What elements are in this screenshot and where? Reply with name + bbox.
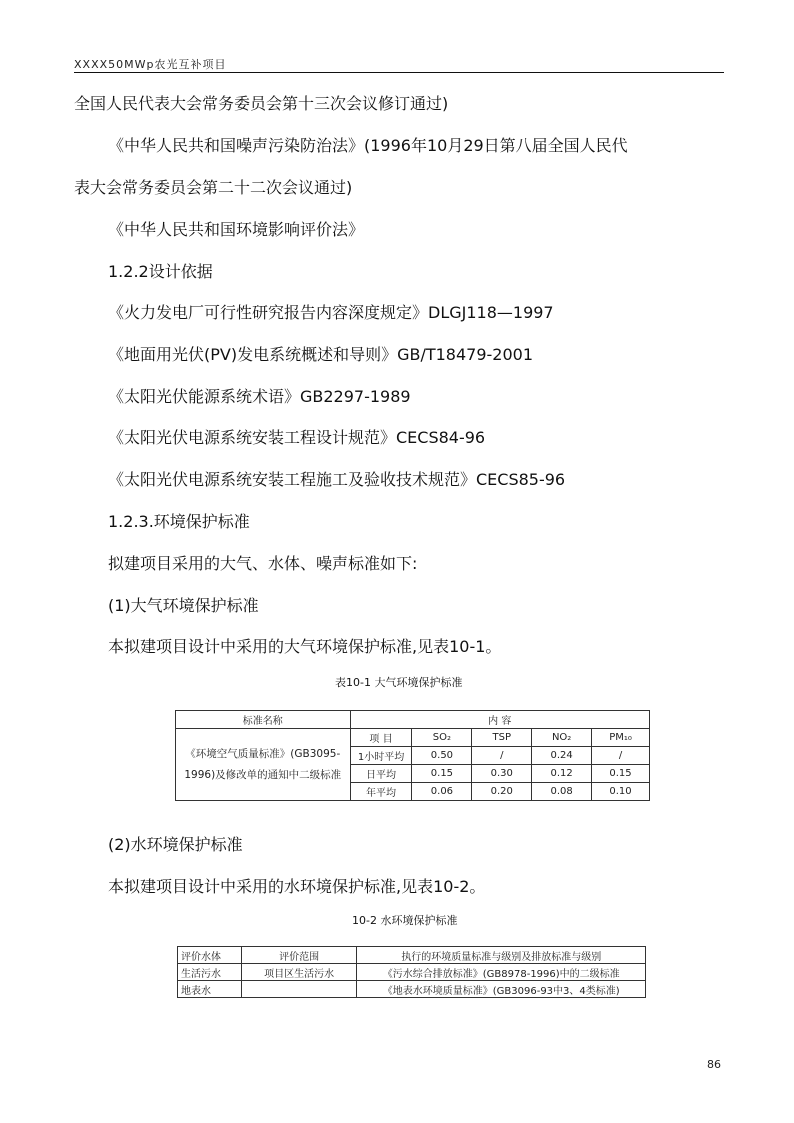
table-cell: /	[592, 747, 650, 765]
air-standard-table	[175, 710, 650, 801]
table-cell: 0.24	[532, 747, 592, 765]
reference-item: 《太阳光伏电源系统安装工程设计规范》CECS84-96	[108, 428, 486, 447]
subsection-heading: (2)水环境保护标准	[108, 835, 243, 854]
table-cell: 0.20	[472, 783, 532, 801]
water-standard-table	[177, 946, 646, 998]
subsection-heading: (1)大气环境保护标准	[108, 596, 259, 615]
table-header-cell: 内 容	[350, 711, 649, 729]
table-header-cell: 评价水体	[178, 947, 242, 964]
table-row	[176, 711, 650, 729]
reference-item: 《火力发电厂可行性研究报告内容深度规定》DLGJ118—1997	[108, 303, 554, 322]
reference-item: 《地面用光伏(PV)发电系统概述和导则》GB/T18479-2001	[108, 345, 534, 364]
table-cell: 《污水综合排放标准》(GB8978-1996)中的二级标准	[357, 964, 646, 981]
table-cell	[241, 981, 357, 998]
table-cell: 项 目	[350, 729, 412, 747]
table-cell: 0.50	[412, 747, 472, 765]
text-line: 表大会常务委员会第二十二次会议通过)	[74, 178, 353, 197]
header-rule	[74, 72, 724, 73]
table-row	[178, 981, 646, 998]
table-cell: 0.15	[592, 765, 650, 783]
table-cell: /	[472, 747, 532, 765]
standard-name-cell: 《环境空气质量标准》(GB3095-1996)及修改单的通知中二级标准	[176, 729, 351, 801]
table2-caption: 10-2 水环境保护标准	[352, 914, 458, 927]
table-cell: SO₂	[412, 729, 472, 747]
table-header-cell: 评价范围	[241, 947, 357, 964]
table-row	[178, 947, 646, 964]
text-line: 全国人民代表大会常务委员会第十三次会议修订通过)	[74, 94, 449, 113]
table-row	[176, 729, 650, 747]
reference-item: 《太阳光伏电源系统安装工程施工及验收技术规范》CECS85-96	[108, 470, 566, 489]
table-cell: 地表水	[178, 981, 242, 998]
table-header-cell: 标准名称	[176, 711, 351, 729]
table-cell: 年平均	[350, 783, 412, 801]
text-line: 本拟建项目设计中采用的水环境保护标准,见表10-2。	[108, 877, 486, 896]
table-cell: 0.30	[472, 765, 532, 783]
text-line: 拟建项目采用的大气、水体、噪声标准如下:	[108, 554, 418, 573]
table-row	[178, 964, 646, 981]
running-header: XXXX50MWp农光互补项目	[74, 58, 227, 71]
page-number: 86	[707, 1058, 721, 1071]
table-cell: 0.10	[592, 783, 650, 801]
table-cell: 生活污水	[178, 964, 242, 981]
table-cell: TSP	[472, 729, 532, 747]
text-line: 《中华人民共和国噪声污染防治法》(1996年10月29日第八届全国人民代	[108, 136, 628, 155]
reference-item: 《太阳光伏能源系统术语》GB2297-1989	[108, 387, 411, 406]
table-cell: 0.15	[412, 765, 472, 783]
text-line: 本拟建项目设计中采用的大气环境保护标准,见表10-1。	[108, 637, 502, 656]
table1-caption: 表10-1 大气环境保护标准	[335, 676, 463, 689]
table-cell: 1小时平均	[350, 747, 412, 765]
table-cell: 0.06	[412, 783, 472, 801]
text-line: 《中华人民共和国环境影响评价法》	[108, 220, 365, 239]
table-cell: 《地表水环境质量标准》(GB3096-93中3、4类标准)	[357, 981, 646, 998]
table-cell: 0.12	[532, 765, 592, 783]
table-cell: NO₂	[532, 729, 592, 747]
table-cell: PM₁₀	[592, 729, 650, 747]
section-heading: 1.2.3.环境保护标准	[108, 512, 250, 531]
table-cell: 项目区生活污水	[241, 964, 357, 981]
section-heading: 1.2.2设计依据	[108, 262, 213, 281]
table-cell: 日平均	[350, 765, 412, 783]
table-cell: 0.08	[532, 783, 592, 801]
table-header-cell: 执行的环境质量标准与级别及排放标准与级别	[357, 947, 646, 964]
